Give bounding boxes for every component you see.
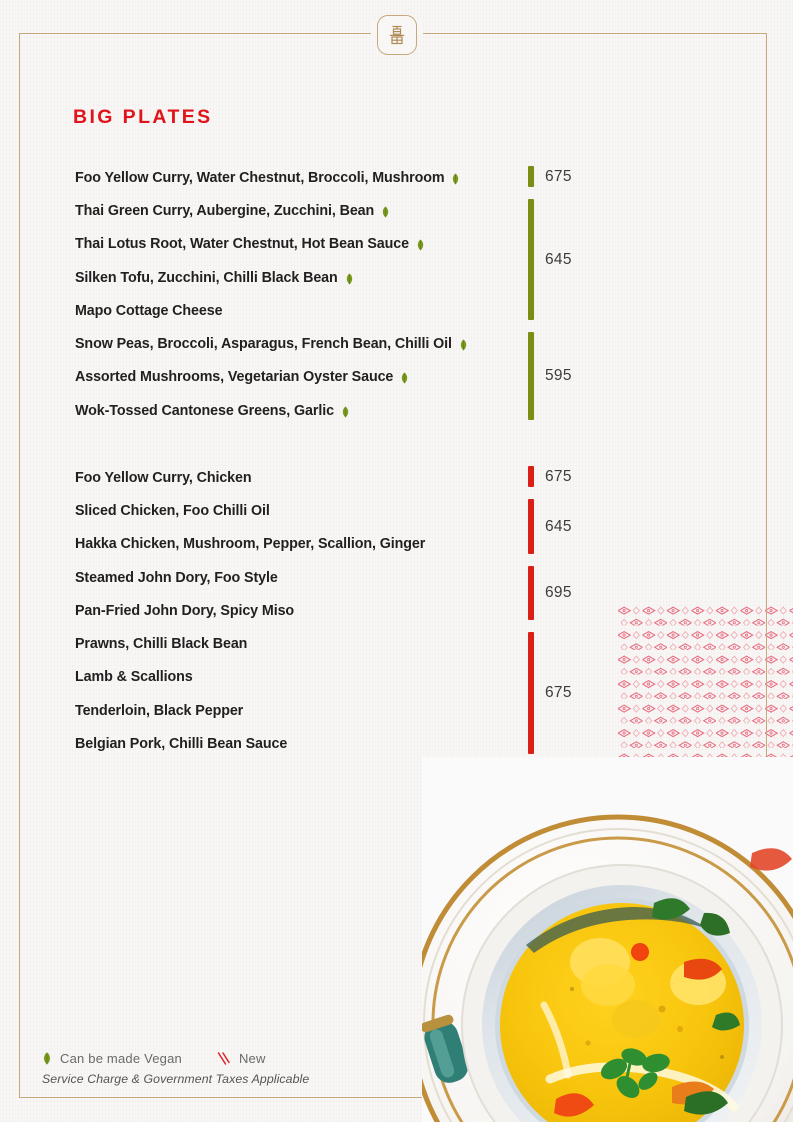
price-group-bar [528, 199, 534, 320]
price-value: 675 [545, 167, 572, 185]
menu-item-name: Lamb & Scallions [75, 669, 193, 686]
menu-item-name: Assorted Mushrooms, Vegetarian Oyster Sauce [75, 369, 394, 386]
menu-item-row[interactable] [75, 727, 695, 760]
price-group [75, 194, 695, 327]
menu-item-row[interactable] [75, 627, 695, 660]
price-group [75, 461, 695, 494]
price-value: 645 [545, 250, 572, 268]
price-group [75, 494, 695, 561]
footer [42, 1047, 309, 1086]
menu-item-name: Tenderloin, Black Pepper [75, 702, 244, 719]
menu-item-row[interactable] [75, 361, 695, 394]
menu-item-name: Sliced Chicken, Foo Chilli Oil [75, 502, 270, 519]
price-group [75, 627, 695, 760]
leaf-icon [42, 1052, 52, 1065]
price-group [75, 161, 695, 194]
menu-item-name: Mapo Cottage Cheese [75, 302, 223, 319]
leaf-icon [416, 239, 425, 251]
page-title: BIG PLATES [73, 106, 213, 128]
price-group-bar [528, 332, 534, 420]
menu-item-name: Silken Tofu, Zucchini, Chilli Black Bean [75, 269, 338, 286]
menu-item-name: Thai Lotus Root, Water Chestnut, Hot Bean Sauce [75, 236, 409, 253]
menu-item-name: Hakka Chicken, Mushroom, Pepper, Scallion, Ginger [75, 536, 426, 553]
menu-item-name: Foo Yellow Curry, Chicken [75, 469, 252, 486]
tax-note: Service Charge & Government Taxes Applicable [42, 1072, 310, 1086]
menu-item-row[interactable] [75, 394, 695, 427]
menu-item-row[interactable] [75, 494, 695, 527]
menu-item-row[interactable] [75, 528, 695, 561]
legend-row [42, 1047, 309, 1069]
menu-item-row[interactable] [75, 561, 695, 594]
legend-new [216, 1051, 266, 1066]
legend-vegan-label: Can be made Vegan [60, 1050, 182, 1066]
menu-item-name: Wok-Tossed Cantonese Greens, Garlic [75, 402, 334, 419]
price-group-bar [528, 166, 534, 187]
price-value: 695 [545, 584, 572, 602]
menu-item-row[interactable] [75, 161, 695, 194]
menu-item-name: Pan-Fried John Dory, Spicy Miso [75, 602, 295, 619]
price-group [75, 561, 695, 628]
leaf-icon [400, 372, 409, 384]
vegetarian-menu-block [75, 161, 695, 427]
menu-item-row[interactable] [75, 294, 695, 327]
menu-item-name: Prawns, Chilli Black Bean [75, 636, 248, 653]
lantern-emblem-icon [377, 15, 417, 55]
leaf-icon [381, 206, 390, 218]
leaf-icon [451, 173, 460, 185]
legend-new-label: New [238, 1050, 266, 1066]
menu-item-name: Thai Green Curry, Aubergine, Zucchini, Bean [75, 202, 375, 219]
price-value: 675 [545, 684, 572, 702]
price-group-bar [528, 566, 534, 621]
menu-item-name: Snow Peas, Broccoli, Asparagus, French Bean, Chilli Oil [75, 336, 452, 353]
non-vegetarian-menu-block [75, 461, 695, 761]
menu-item-row[interactable] [75, 194, 695, 227]
menu-item-row[interactable] [75, 694, 695, 727]
price-group-bar [528, 632, 534, 753]
menu-item-row[interactable] [75, 661, 695, 694]
price-value: 675 [545, 467, 572, 485]
leaf-icon [341, 406, 350, 418]
leaf-icon [345, 273, 354, 285]
price-group [75, 327, 695, 427]
menu-item-name: Belgian Pork, Chilli Bean Sauce [75, 736, 288, 753]
menu-item-row[interactable] [75, 327, 695, 360]
menu-item-name: Steamed John Dory, Foo Style [75, 569, 278, 586]
menu-item-row[interactable] [75, 228, 695, 261]
price-value: 595 [545, 367, 572, 385]
menu-item-row[interactable] [75, 261, 695, 294]
menu-item-row[interactable] [75, 461, 695, 494]
leaf-icon [459, 339, 468, 351]
legend-vegan [42, 1051, 182, 1066]
price-value: 645 [545, 517, 572, 535]
curry-bowl-photo [422, 757, 793, 1122]
menu-item-row[interactable] [75, 594, 695, 627]
price-group-bar [528, 466, 534, 487]
price-group-bar [528, 499, 534, 554]
menu-item-name: Foo Yellow Curry, Water Chestnut, Broccoli, Mushroom [75, 169, 445, 186]
double-slash-icon [216, 1051, 231, 1066]
